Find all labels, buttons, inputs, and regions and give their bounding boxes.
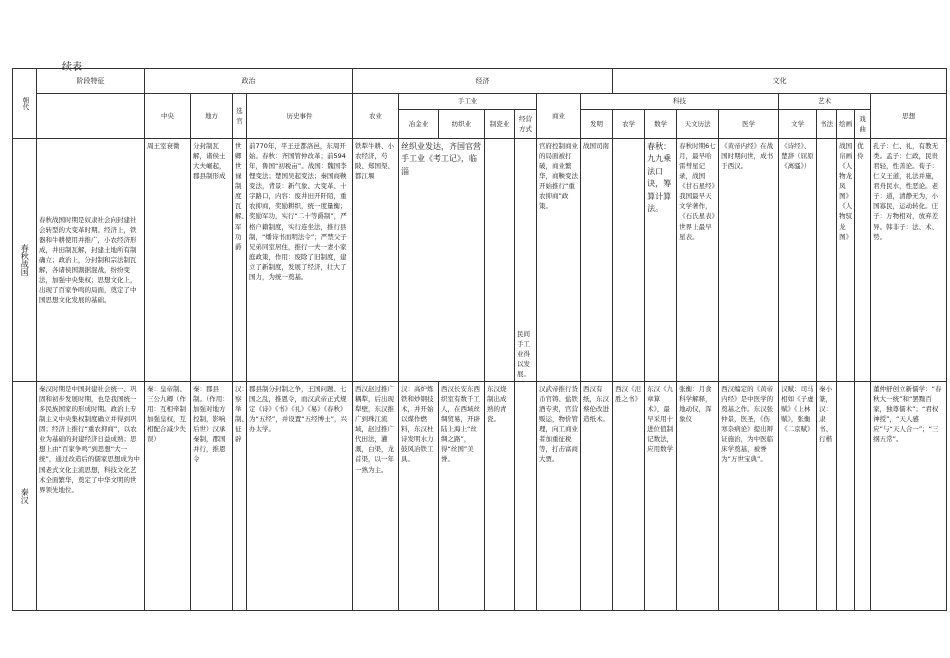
header-literature: 文学 [779, 110, 817, 139]
header-agriculture: 农业 [353, 94, 399, 139]
commerce-cell: 汉武帝推行货币官铸、盐铁酒专卖，官营贩运，物价管理，向工商业者加重征税等，打击富商大贾。 [537, 382, 581, 611]
header-calligraphy: 书法 [817, 110, 837, 139]
thought-cell: 董仲舒创立新儒学：“春秋大一统”和“罢黜百家，独尊儒术”；“君权神授”，“天人感应”与“天人合一”；“三纲五常”。 [871, 382, 947, 611]
header-row-2 [13, 94, 947, 110]
history-table [12, 68, 947, 611]
history-cell: 前770年，平王迁都洛邑，东周开始。春秋：齐国管仲改革；前594年，鲁国“初税亩”。战国：魏国李悝变法；楚国吴起变法；秦国商鞅变法，背景：新气象、大变革、十字路口，内容：废井田开阡陌，重农抑商，奖励耕织，统一度量衡；奖励军功，实行“二十等爵制”，严格户籍制度，实行连坐法，推行县制，“燔诗书而明法令”；严禁父子兄弟同室居住，推行一夫一妻小家庭政策，作用：废除了旧制度，建立了新制度，发展了经济，壮大了国力，为统一奠基。 [247, 139, 353, 382]
agronomy-cell: 西汉《氾胜之书》 [613, 382, 645, 611]
header-drama: 戏曲 [855, 110, 871, 139]
header-invention: 发明 [581, 110, 613, 139]
agriculture-cell: 西汉赵过推广耦犁，后出现犁壁，东汉推广到珠江流域，赵过推广代田法，灌溉，白渠，龙首渠，以一年一熟为主。 [353, 382, 399, 611]
stage-cell: 秦汉时期是中国封建社会统一、巩固和初步发展时期，也是我国统一多民族国家的形成时期。政治上专制主义中央集权制度确立并得到巩固；经济上推行“重农抑商”，以农业为基础的封建经济日益成熟；思想上由“百家争鸣”到思想“大一统”，通过改造后的儒家思想成为中国老式文化主流思想，科技文化艺术全面繁华，奠定了中华文明的世界领先地位。 [37, 382, 145, 611]
header-metallurgy: 冶金业 [399, 110, 439, 139]
header-culture: 文化 [613, 69, 947, 94]
header-math: 数学 [645, 110, 677, 139]
header-history: 历史事件 [247, 94, 353, 139]
table-row [13, 139, 947, 382]
header-politics: 政治 [145, 69, 353, 94]
textile-cell: 丝织业发达，齐国官营手工业《考工记》，临淄 [399, 139, 485, 382]
history-cell: 郡县制分封制之争，王国问题、七国之乱，推恩令，而汉武帝正式规定《诗》《书》《礼》《易》《春秋》为“五经”，并设置“五经博士”，兴办太学。 [247, 382, 353, 611]
painting-cell [837, 382, 855, 611]
header-stage: 阶段特征 [37, 69, 145, 94]
calligraphy-cell [817, 139, 837, 382]
table-row [13, 382, 947, 611]
commerce-cell: 官府控制商业的局面被打破，商业繁华，商鞅变法开始推行“重农抑商”政策。 [537, 139, 581, 382]
agronomy-cell [613, 139, 645, 382]
business-mode-cell: 民间手工业得以发展。 [515, 139, 537, 382]
header-thought: 思想 [871, 94, 947, 139]
header-selection: 选官 [233, 94, 247, 139]
selection-cell: 世卿世禄制度瓦解、军功爵 [233, 139, 247, 382]
central-cell: 周王室衰微 [145, 139, 191, 382]
selection-cell: 汉：察举制、征辟 [233, 382, 247, 611]
metallurgy-cell: 汉：高炉炼铁和炒钢技术，并开始以煤作燃料，东汉杜诗发明水力鼓风冶铁工具。 [399, 382, 439, 611]
medicine-cell: 西汉编定的《黄帝内经》是中医学的奠基之作。东汉张仲景，医圣，《伤寒杂病论》提出辩证施治，为中医临床学奠基，被誉为“万世宝典”。 [719, 382, 779, 611]
textile-cell: 西汉长安东西织室有数千工人，在西域丝绸贸易，开辟陆上海上“丝绸之路”，得“丝国”美誉。 [439, 382, 485, 611]
header-row-1 [13, 69, 947, 94]
header-local: 地方 [191, 94, 233, 139]
stage-cell: 春秋战国时期是奴隶社会向封建社会转型的大变革时期。经济上，铁器和牛耕使用并推广，小农经济形成，井田制瓦解，封建土地所有制确立；政治上，分封制和宗法制瓦解，各诸侯国割据混战，纷纷变法，加强中央集权；思想文化上，出现了百家争鸣的局面，奠定了中国思想文化发展的基础。 [37, 139, 145, 382]
painting-cell: 战国帛画《人物龙凤图》《人物驭龙图》 [837, 139, 855, 382]
header-handicraft: 手工业 [399, 94, 537, 110]
porcelain-cell: 东汉烧制出成熟的青瓷。 [485, 382, 515, 611]
header-central: 中央 [145, 94, 191, 139]
header-business-mode: 经营方式 [515, 110, 537, 139]
header-porcelain: 制瓷业 [485, 110, 515, 139]
header-textile: 纺织业 [439, 110, 485, 139]
calligraphy-cell: 秦小篆，汉：隶书、行楷 [817, 382, 837, 611]
header-painting: 绘画 [837, 110, 855, 139]
porcelain-cell [485, 139, 515, 382]
local-cell: 分封制瓦解，诸侯士大夫崛起，郡县制形成 [191, 139, 233, 382]
literature-cell: 《诗经》、楚辞（屈原《离骚》） [779, 139, 817, 382]
math-cell: 春秋：九九乘法口诀，筹算计算法。 [645, 139, 677, 382]
header-dynasty: 朝代 [13, 69, 37, 139]
header-economy: 经济 [353, 69, 613, 94]
invention-cell: 战国司南 [581, 139, 613, 382]
header-stage-blank [37, 94, 145, 139]
central-cell: 秦：皇帝制、三公九卿（作用：互相牵制加强皇权，互相配合减少失误） [145, 382, 191, 611]
header-commerce: 商业 [537, 94, 581, 139]
continued-label: 续表 [62, 62, 82, 73]
header-agronomy: 农学 [613, 110, 645, 139]
drama-cell: 优伶 [855, 139, 871, 382]
dynasty-cell: 秦汉 [13, 382, 37, 611]
thought-cell: 孔子：仁、礼，有教无类。孟子：仁政，民贵君轻，性善论。荀子：仁义王道，礼法并施，君舟民水，性恶论。老子：道，清静无为，小国寡民，运动转化。庄子：万物相对，放弃差异。韩非子：法、术、势。 [871, 139, 947, 382]
medicine-cell: 《黄帝内经》在战国时期问世，成书于西汉。 [719, 139, 779, 382]
astronomy-cell: 张衡：月食科学解释，地动仪，浑象仪 [677, 382, 719, 611]
math-cell: 东汉《九章算术》，最早采用十进位值制记数法，应用数学 [645, 382, 677, 611]
invention-cell: 西汉有纸，东汉蔡伦改进造纸术。 [581, 382, 613, 611]
header-medicine: 医学 [719, 110, 779, 139]
header-astronomy: 天文历法 [677, 110, 719, 139]
agriculture-cell: 铁犁牛耕、小农经济，芍陂、郑国渠、都江堰 [353, 139, 399, 382]
literature-cell: 汉赋：司马相如《子虚赋》《上林赋》，张衡《二京赋》 [779, 382, 817, 611]
business-mode-cell [515, 382, 537, 611]
local-cell: 秦：郡县制。（作用：加强对地方控制，影响后世）汉承秦制，郡国并行，推恩令 [191, 382, 233, 611]
dynasty-cell: 春秋战国 [13, 139, 37, 382]
drama-cell [855, 382, 871, 611]
header-science: 科技 [581, 94, 779, 110]
header-art: 艺术 [779, 94, 871, 110]
astronomy-cell: 春秋时期6七月，最早哈雷彗星记录，战国《甘石星经》我国最早天文学著作，《石氏星表》世界上最早星表。 [677, 139, 719, 382]
